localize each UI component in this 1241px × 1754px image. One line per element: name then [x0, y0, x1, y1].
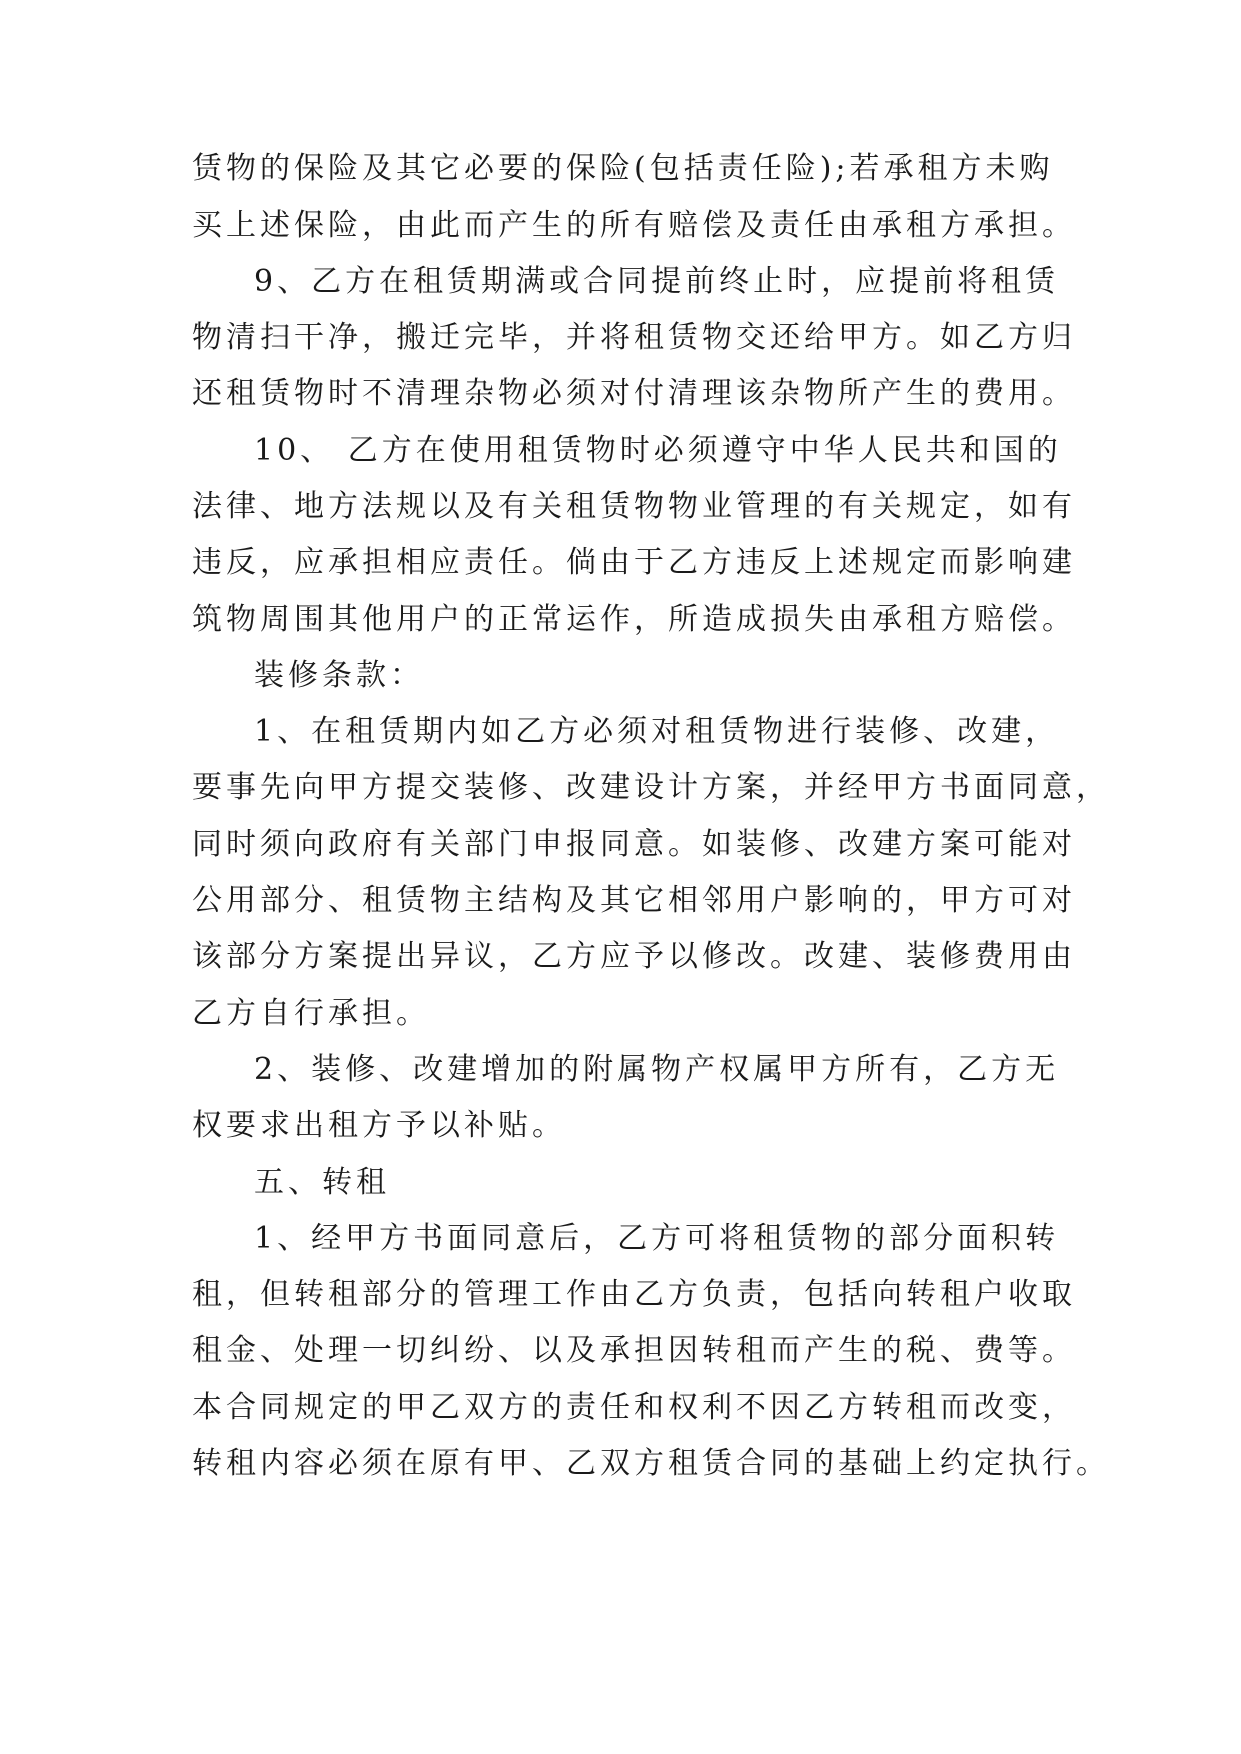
- section-heading: 装修条款：: [254, 658, 424, 693]
- text-line: 转租内容必须在原有甲、乙双方租赁合同的基础上约定执行。: [192, 1446, 1110, 1481]
- text-line: 物清扫干净，搬迁完毕，并将租赁物交还给甲方。如乙方归: [192, 320, 1076, 355]
- text-line: 违反，应承担相应责任。倘由于乙方违反上述规定而影响建: [192, 545, 1076, 580]
- text-line: 租，但转租部分的管理工作由乙方负责，包括向转租户收取: [192, 1277, 1076, 1312]
- text-line: 租金、处理一切纠纷、以及承担因转租而产生的税、费等。: [192, 1333, 1076, 1368]
- text-line: 筑物周围其他用户的正常运作，所造成损失由承租方赔偿。: [192, 602, 1076, 637]
- text-line: 赁物的保险及其它必要的保险(包括责任险);若承租方未购: [192, 151, 1054, 186]
- paragraph-start-line: 1、经甲方书面同意后，乙方可将租赁物的部分面积转: [254, 1221, 1060, 1256]
- text-line: 要事先向甲方提交装修、改建设计方案，并经甲方书面同意，: [192, 770, 1110, 805]
- paragraph-start-line: 9、乙方在租赁期满或合同提前终止时，应提前将租赁: [254, 264, 1060, 299]
- paragraph-start-line: 10、 乙方在使用租赁物时必须遵守中华人民共和国的: [254, 433, 1062, 468]
- section-heading: 五、转租: [254, 1165, 390, 1200]
- text-line: 买上述保险，由此而产生的所有赔偿及责任由承租方承担。: [192, 208, 1076, 243]
- text-line: 该部分方案提出异议，乙方应予以修改。改建、装修费用由: [192, 939, 1076, 974]
- paragraph-start-line: 2、装修、改建增加的附属物产权属甲方所有，乙方无: [254, 1052, 1060, 1087]
- text-line: 同时须向政府有关部门申报同意。如装修、改建方案可能对: [192, 827, 1076, 862]
- text-line: 乙方自行承担。: [192, 996, 430, 1031]
- text-line: 公用部分、租赁物主结构及其它相邻用户影响的，甲方可对: [192, 883, 1076, 918]
- paragraph-start-line: 1、在租赁期内如乙方必须对租赁物进行装修、改建，: [254, 714, 1060, 749]
- text-line: 还租赁物时不清理杂物必须对付清理该杂物所产生的费用。: [192, 376, 1076, 411]
- text-line: 本合同规定的甲乙双方的责任和权利不因乙方转租而改变，: [192, 1390, 1076, 1425]
- text-line: 权要求出租方予以补贴。: [192, 1108, 566, 1143]
- text-line: 法律、地方法规以及有关租赁物物业管理的有关规定，如有: [192, 489, 1076, 524]
